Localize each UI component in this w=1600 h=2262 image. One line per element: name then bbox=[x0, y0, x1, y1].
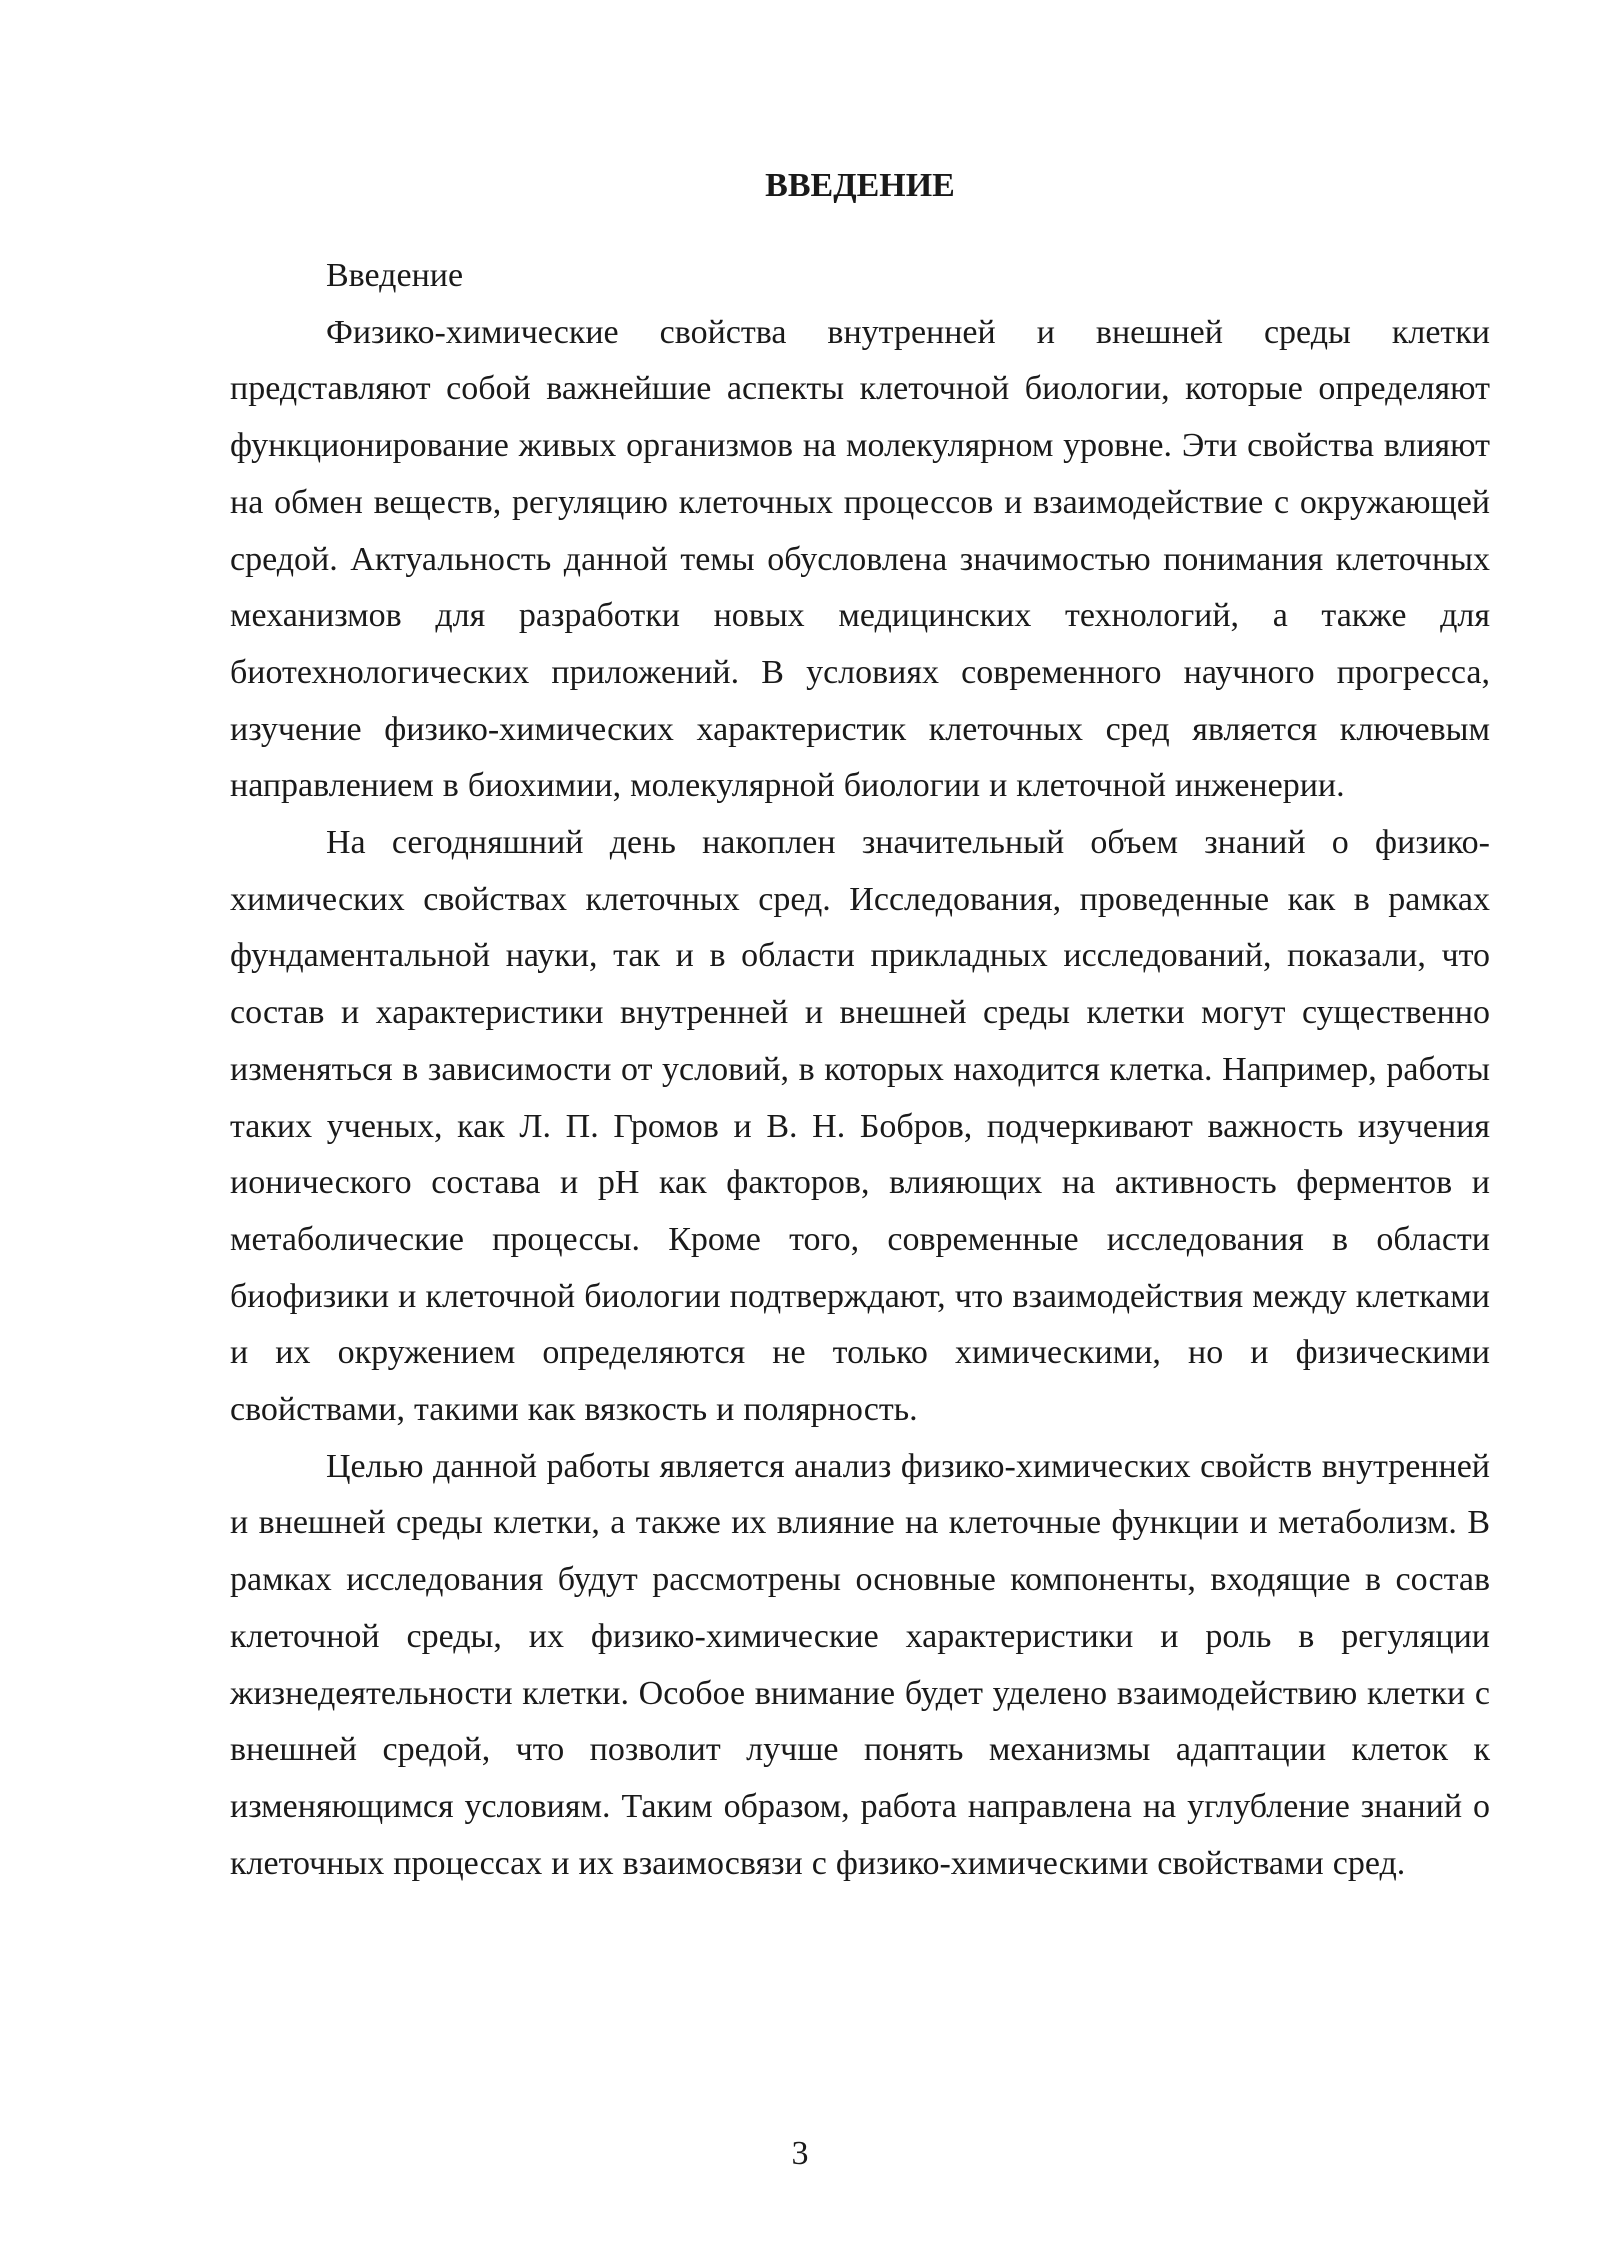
page-title: ВВЕДЕНИЕ bbox=[765, 167, 955, 204]
paragraph-relevance: Физико-химические свойства внутренней и внешней среды клетки представляют собой важнейшие аспекты клеточной биологии, которые определяют функционирование живых организмов на молекулярном уровне. Эти свойства влияют на обмен веществ, регуляцию клеточных процессов и взаимодействие с окружающей средой. Актуальность данной темы обусловлена значимостью понимания клеточных механизмов для разработки новых медицинских технологий, а также для биотехнологических приложений. В условиях современного научного прогресса, изучение физико-химических характеристик клеточных сред является ключевым направлением в биохимии, молекулярной биологии и клеточной инженерии. bbox=[230, 313, 1490, 805]
page-number: 3 bbox=[791, 2135, 809, 2172]
paragraph-state-of-research: На сегодняшний день накоплен значительный объем знаний о физико-химических свойствах клеточных сред. Исследования, проведенные как в рамках фундаментальной науки, так и в области прикладных исследований, показали, что состав и характеристики внутренней и внешней среды клетки могут существенно изменяться в зависимости от условий, в которых находится клетка. Например, работы таких ученых, как Л. П. Громов и В. Н. Бобров, подчеркивают важность изучения ионического состава и pH как факторов, влияющих на активность ферментов и метаболические процессы. Кроме того, современные исследования в области биофизики и клеточной биологии подтверждают, что взаимодействия между клетками и их окружением определяются не только химическими, но и физическими свойствами, такими как вязкость и полярность. bbox=[230, 824, 1490, 1429]
paragraph-goal: Целью данной работы является анализ физико-химических свойств внутренней и внешней среды клетки, а также их влияние на клеточные функции и метаболизм. В рамках исследования будут рассмотрены основные компоненты, входящие в состав клеточной среды, их физико-химические характеристики и роль в регуляции жизнедеятельности клетки. Особое внимание будет уделено взаимодействию клетки с внешней средой, что позволит лучше понять механизмы адаптации клеток к изменяющимся условиям. Таким образом, работа направлена на углубление знаний о клеточных процессах и их взаимосвязи с физико-химическими свойствами сред. bbox=[230, 1447, 1490, 1882]
paragraph-subheading: Введение bbox=[326, 257, 464, 294]
body-text bbox=[230, 248, 1490, 1892]
